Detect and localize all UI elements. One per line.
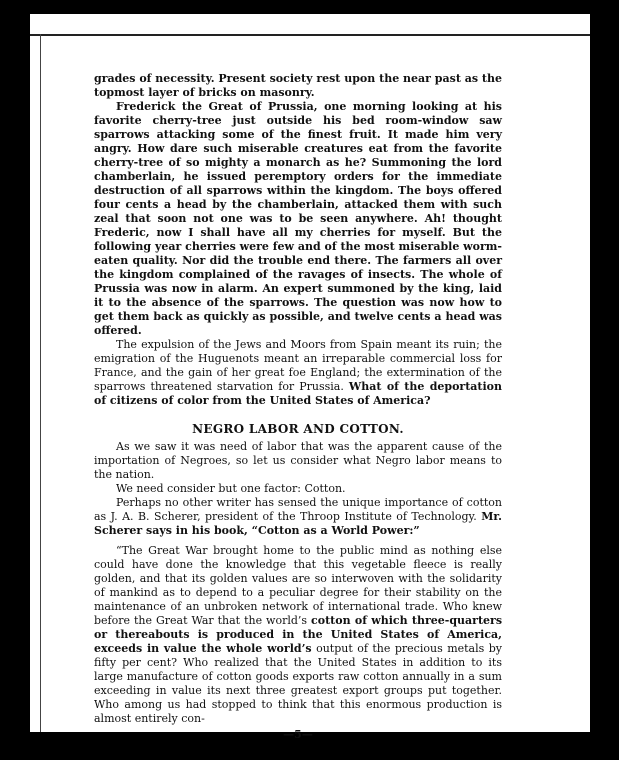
section-heading [94, 422, 502, 436]
paragraph-expulsion [94, 338, 502, 408]
left-margin-line [40, 34, 41, 732]
paragraph-cotton-factor: We need consider but one factor: Cotton. [116, 482, 346, 495]
quote-part-b: output of the precious metals by fifty per cent? Who realized that the United States in addition to its large manufacture of cotton goods exports raw cotton annually in a sum exceeding in value its next three greatest export groups put together. Who among us had stopped to think that this enormous production is almost entirely con- [94, 642, 503, 725]
document-page [30, 14, 590, 741]
scherer-text: Perhaps no other writer has sensed the unique importance of cotton as J. A. B. Scherer, president of the Throop Institute of Technology. [94, 496, 502, 523]
paragraph-quote [94, 544, 502, 726]
paragraph-scherer [94, 496, 502, 538]
page-text-column [94, 72, 502, 742]
top-border-line [30, 34, 590, 36]
section-heading-text: NEGRO LABOR AND COTTON. [192, 422, 404, 436]
quote-bold-part: cotton of which three-quarters or thereabouts is produced in the United States of America, exceeds in value the whole world’s [94, 614, 503, 655]
quote-part-a: “The Great War brought home to the public mind as nothing else could have done the knowledge that this vegetable fleece is really golden, and that its golden values are so interwoven with the solidarity of mankind as to depend to a peculiar degree for their stability on the maintenance of an unbroken network of international trade. Who knew before the Great War that the world’s [94, 544, 502, 627]
scherer-book: Mr. Scherer says in his book, “Cotton as a World Power:” [94, 510, 502, 537]
paragraph-frederick: Frederick the Great of Prussia, one morning looking at his favorite cherry-tree just outside his bed room-window saw sparrows attacking some of the finest fruit. It made him very angry. How dare such miserable creatures eat from the favorite cherry-tree of so mighty a monarch as he? Summoning the lord chamberlain, he issued peremptory orders for the immediate destruction of all sparrows within the kingdom. The boys offered four cents a head by the chamberlain, attacked them with such zeal that soon not one was to be seen anywhere. Ah! thought Frederic, now I shall have all my cherries for myself. But the following year cherries were few and of the most miserable worm-eaten quality. Nor did the trouble end there. The farmers all over the kingdom complained of the ravages of insects. The whole of Prussia was now in alarm. An expert summoned by the king, laid it to the absence of the sparrows. The question was now how to get them back as quickly as possible, and twelve cents a head was offered. [94, 100, 502, 337]
paragraph-grades: grades of necessity. Present society rest upon the near past as the topmost layer of bricks on masonry. [94, 72, 502, 99]
expulsion-text: The expulsion of the Jews and Moors from Spain meant its ruin; the emigration of the Huguenots meant an irreparable commercial loss for France, and the gain of her great foe England; the extermination of the sparrows threatened starvation for Prussia. [94, 338, 502, 393]
page-number: —5— [283, 728, 313, 741]
deportation-question: What of the deportation of citizens of color from the United States of America? [94, 380, 503, 407]
paragraph-need-of-labor: As we saw it was need of labor that was the apparent cause of the importation of Negroes, so let us consider what Negro labor means to the nation. [94, 440, 502, 481]
